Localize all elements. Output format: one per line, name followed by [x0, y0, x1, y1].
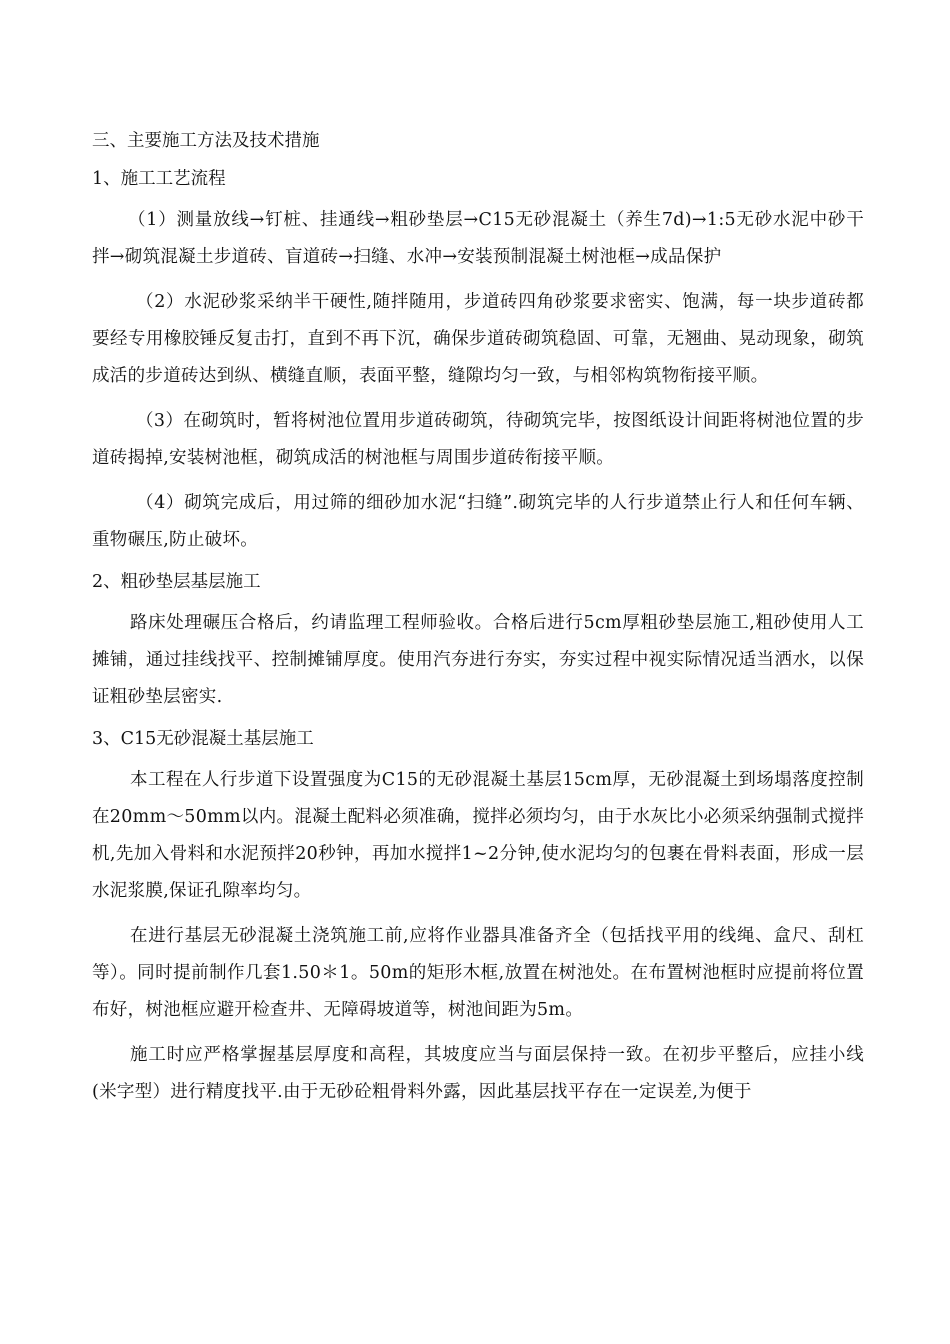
- subsection-heading-3: 3、C15无砂混凝土基层施工: [92, 729, 314, 749]
- paragraph-1-1: （1）测量放线→钉桩、挂通线→粗砂垫层→C15无砂混凝土（养生7d)→1:5无砂水泥中砂干拌→砌筑混凝土步道砖、盲道砖→扫缝、水冲→安装预制混凝土树池框→成品保护: [92, 210, 864, 267]
- paragraph-1-3: （3）在砌筑时，暂将树池位置用步道砖砌筑，待砌筑完毕，按图纸设计间距将树池位置的步道砖揭掉,安装树池框，砌筑成活的树池框与周围步道砖衔接平顺。: [92, 411, 864, 468]
- subsection-heading-2: 2、粗砂垫层基层施工: [92, 572, 261, 592]
- paragraph-2-1: 路床处理碾压合格后，约请监理工程师验收。合格后进行5cm厚粗砂垫层施工,粗砂使用人工摊铺，通过挂线找平、控制摊铺厚度。使用汽夯进行夯实，夯实过程中视实际情况适当洒水，以保证粗砂垫层密实.: [92, 613, 864, 707]
- paragraph-3-1: 本工程在人行步道下设置强度为C15的无砂混凝土基层15cm厚，无砂混凝土到场塌落度控制在20mm～50mm以内。混凝土配料必须准确，搅拌必须均匀，由于水灰比小必须采纳强制式搅拌机,先加入骨料和水泥预拌20秒钟，再加水搅拌1~2分钟,使水泥均匀的包裹在骨料表面，形成一层水泥浆膜,保证孔隙率均匀。: [92, 770, 864, 901]
- paragraph-1-2: （2）水泥砂浆采纳半干硬性,随拌随用，步道砖四角砂浆要求密实、饱满，每一块步道砖都要经专用橡胶锤反复击打，直到不再下沉，确保步道砖砌筑稳固、可靠，无翘曲、晃动现象，砌筑成活的步道砖达到纵、横缝直顺，表面平整，缝隙均匀一致，与相邻构筑物衔接平顺。: [92, 292, 864, 386]
- section-title: 三、主要施工方法及技术措施: [92, 131, 320, 151]
- document-body: [92, 126, 864, 1119]
- paragraph-1-4: （4）砌筑完成后，用过筛的细砂加水泥“扫缝”.砌筑完毕的人行步道禁止行人和任何车辆、重物碾压,防止破坏。: [92, 493, 864, 550]
- paragraph-3-3: 施工时应严格掌握基层厚度和高程，其坡度应当与面层保持一致。在初步平整后，应挂小线(米字型）进行精度找平.由于无砂砼粗骨料外露，因此基层找平存在一定误差,为便于: [92, 1045, 864, 1102]
- subsection-heading-1: 1、施工工艺流程: [92, 169, 226, 189]
- paragraph-3-2: 在进行基层无砂混凝土浇筑施工前,应将作业器具准备齐全（包括找平用的线绳、盒尺、刮杠等）。同时提前制作几套1.50＊1。50m的矩形木框,放置在树池处。在布置树池框时应提前将位置布好，树池框应避开检查井、无障碍坡道等，树池间距为5m。: [92, 926, 864, 1020]
